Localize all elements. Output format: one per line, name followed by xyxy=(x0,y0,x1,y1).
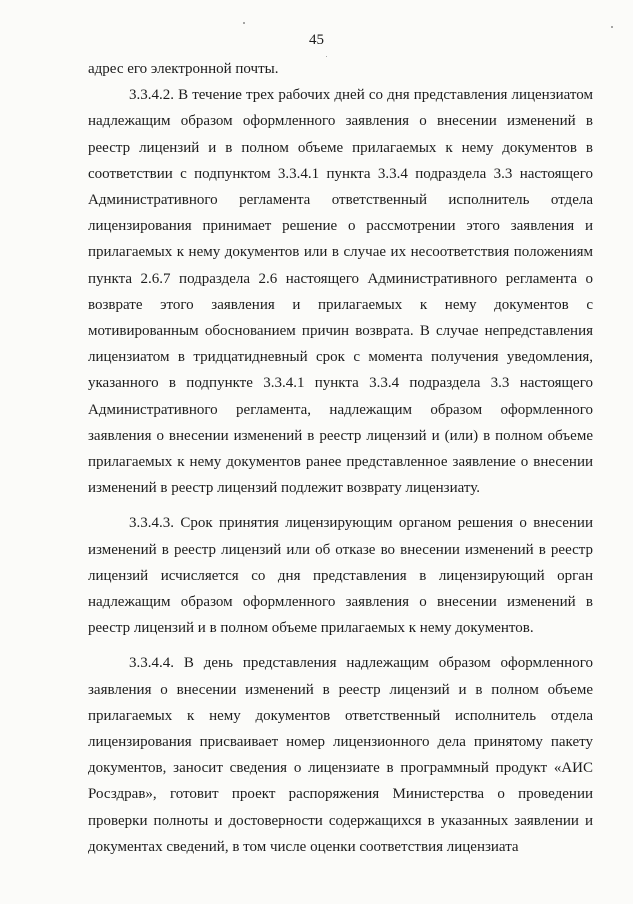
document-body xyxy=(88,56,593,860)
scan-speck xyxy=(326,56,327,57)
page-number: 45 xyxy=(309,32,324,48)
scan-speck xyxy=(611,26,613,28)
paragraph-3-3-4-2: 3.3.4.2. В течение трех рабочих дней со дня представления лицензиатом надлежащим образом оформленного заявления о внесении изменений в реестр лицензий и в полном объеме прилагаемых к нему документов в соответствии с подпунктом 3.3.4.1 пункта 3.3.4 подраздела 3.3 настоящего Административного регламента ответственный исполнитель отдела лицензирования принимает решение о рассмотрении этого заявления и прилагаемых к нему документов или в случае их несоответствия положениям пункта 2.6.7 подраздела 2.6 настоящего Административного регламента о возврате этого заявления и прилагаемых к нему документов с мотивированным обоснованием причин возврата. В случае непредставления лицензиатом в тридцатидневный срок с момента получения уведомления, указанного в подпункте 3.3.4.1 пункта 3.3.4 подраздела 3.3 настоящего Административного регламента, надлежащим образом оформленного заявления о внесении изменений в реестр лицензий и (или) в полном объеме прилагаемых к нему документов ранее представленное заявление о внесении изменений в реестр лицензий подлежит возврату лицензиату. xyxy=(88,87,593,497)
paragraph-continuation: адрес его электронной почты. xyxy=(88,61,279,77)
paragraph-3-3-4-4: 3.3.4.4. В день представления надлежащим образом оформленного заявления о внесении изменений в реестр лицензий и в полном объеме прилагаемых к нему документов ответственный исполнитель отдела лицензирования присваивает номер лицензионного дела принятому пакету документов, заносит сведения о лицензиате в программный продукт «АИС Росздрав», готовит проект распоряжения Министерства о проведении проверки полноты и достоверности содержащихся в указанных заявлении и документах сведений, в том числе оценки соответствия лицензиата xyxy=(88,655,593,855)
scan-speck xyxy=(243,22,245,24)
paragraph-3-3-4-3: 3.3.4.3. Срок принятия лицензирующим органом решения о внесении изменений в реестр лицензий или об отказе во внесении изменений в реестр лицензий исчисляется со дня представления в лицензирующий орган надлежащим образом оформленного заявления о внесении изменений в реестр лицензий и в полном объеме прилагаемых к нему документов. xyxy=(88,515,593,637)
